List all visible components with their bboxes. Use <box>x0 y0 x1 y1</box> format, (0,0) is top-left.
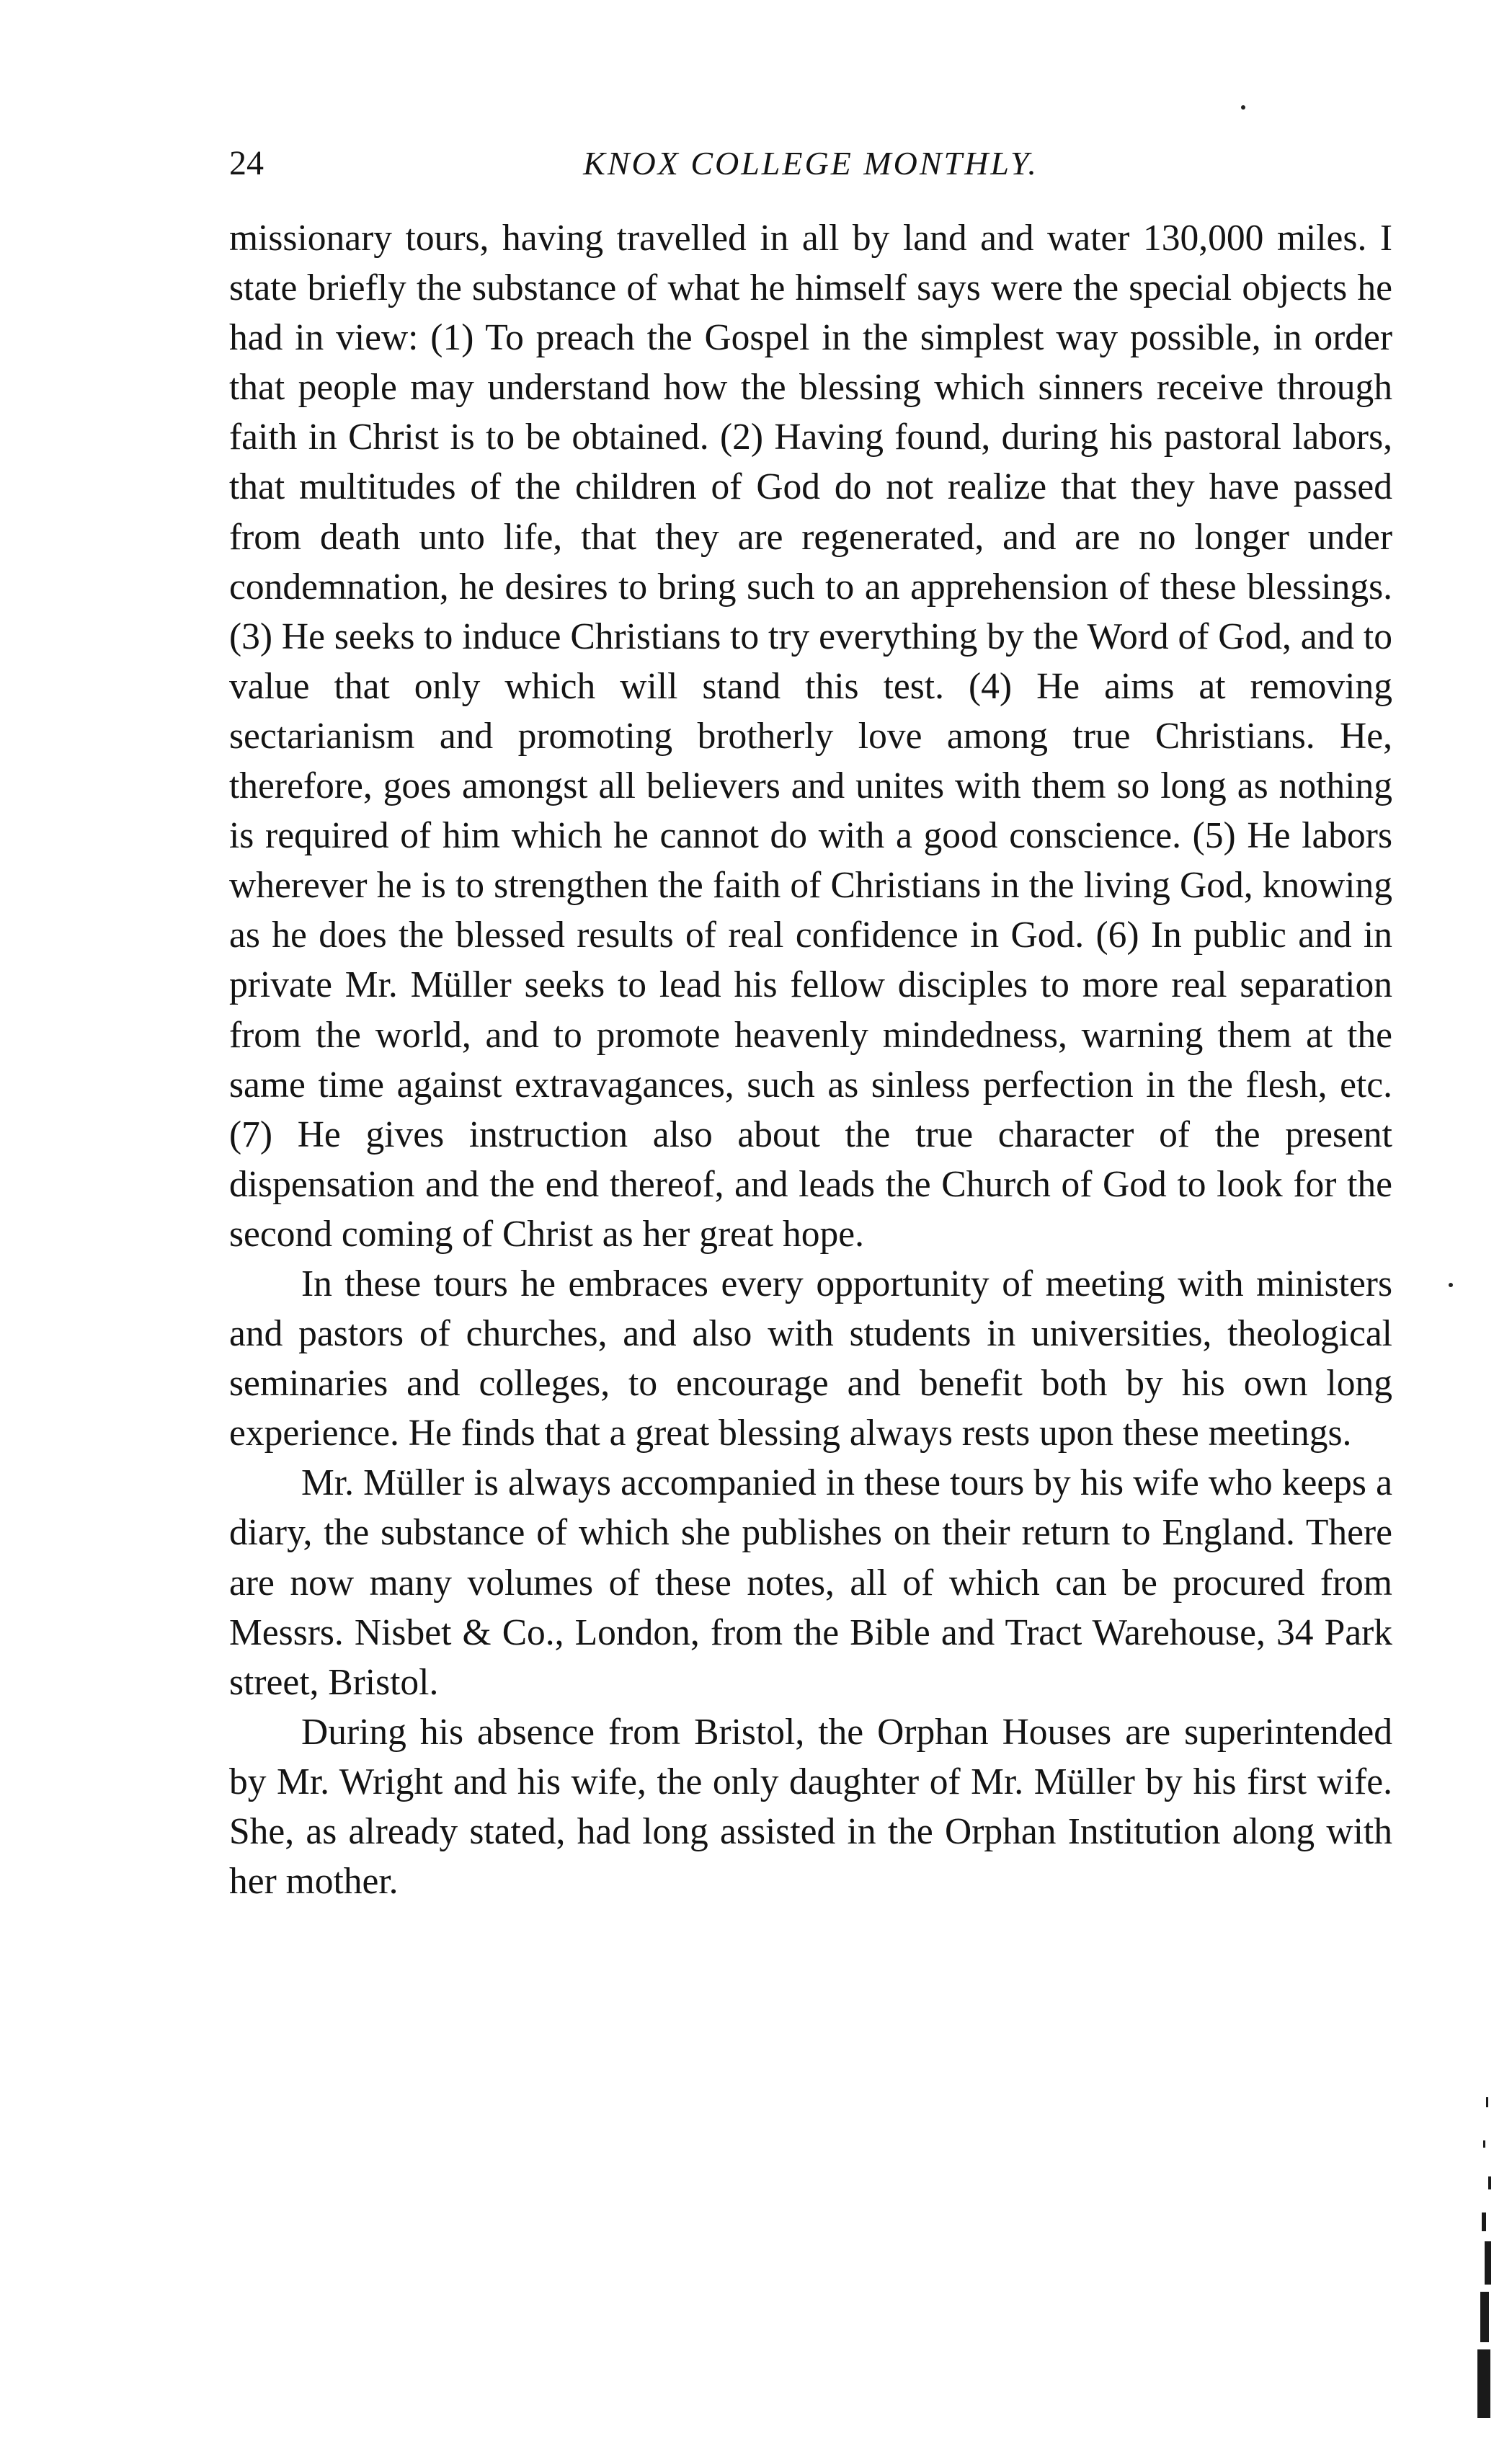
paragraph: In these tours he embraces every opportunity of meeting with ministers and pastors of churches, and also with students in universities, theological seminaries and colleges, to encourage and benefit both by his own long experience. He finds that a great blessing always rests upon these meetings. <box>229 1263 1392 1454</box>
print-speck <box>1449 1283 1453 1287</box>
paragraph: missionary tours, having travelled in all by land and water 130,000 miles. I state briefly the substance of what he himself says were the special objects he had in view: (1) To preach the Gospel in the simplest way possible, in order that people may understand how the blessing which sinners receive through faith in Christ is to be obtained. (2) Having found, during his pastoral labors, that multitudes of the children of God do not realize that they have passed from death unto life, that they are regenerated, and are no longer under condemnation, he desires to bring such to an apprehension of these blessings. (3) He seeks to induce Christians to try everything by the Word of God, and to value that only which will stand this test. (4) He aims at removing sectarianism and promoting brotherly love among true Christians. He, therefore, goes amongst all believers and unites with them so long as nothing is required of him which he cannot do with a good conscience. (5) He labors wherever he is to strengthen the faith of Christians in the living God, knowing as he does the blessed results of real confidence in God. (6) In public and in private Mr. Müller seeks to lead his fellow disciples to more real separation from the world, and to promote heavenly mindedness, warning them at the same time against extravagances, such as sinless perfection in the flesh, etc. (7) He gives instruction also about the true character of the present dispensation and the end thereof, and leads the Church of God to look for the second coming of Christ as her great hope. <box>229 218 1392 1255</box>
page-header <box>229 138 1392 189</box>
running-title: KNOX COLLEGE MONTHLY. <box>583 145 1039 182</box>
body-text <box>229 213 1392 1906</box>
paragraph: During his absence from Bristol, the Orphan Houses are superintended by Mr. Wright and his wife, the only daughter of Mr. Müller by his first wife. She, as already stated, had long assisted in the Orphan Institution along with her mother. <box>229 1711 1392 1903</box>
scan-edge-artifact <box>1449 2090 1499 2421</box>
paragraph: Mr. Müller is always accompanied in these tours by his wife who keeps a diary, the substance of which she publishes on their return to England. There are now many volumes of these notes, all of which can be procured from Messrs. Nisbet & Co., London, from the Bible and Tract Warehouse, 34 Park street, Bristol. <box>229 1462 1392 1703</box>
print-speck <box>1241 105 1245 110</box>
page-number: 24 <box>229 144 264 182</box>
